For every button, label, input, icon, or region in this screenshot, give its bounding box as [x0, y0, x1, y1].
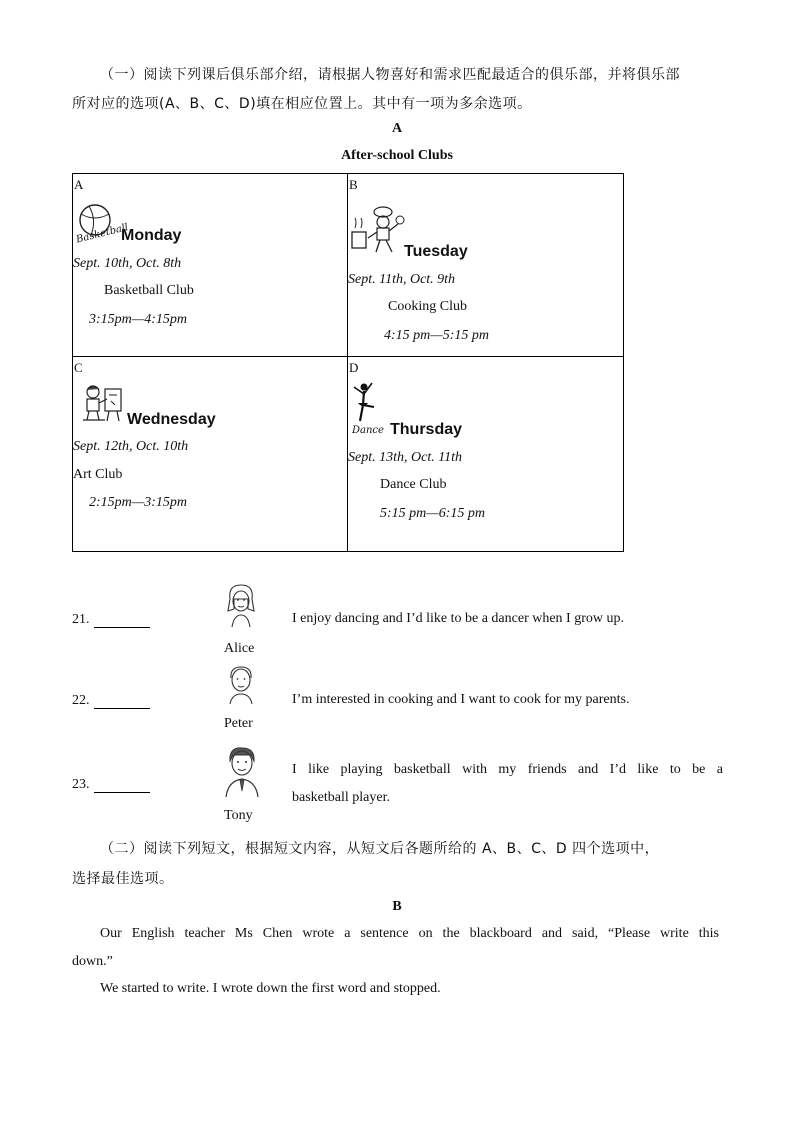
question-number: 22.	[72, 693, 90, 708]
club-time: 2:15pm—3:15pm	[89, 495, 187, 510]
section2-instruction-line1: （二）阅读下列短文，根据短文内容，从短文后各题所给的 A、B、C、D 四个选项中，	[100, 841, 660, 857]
club-dates: Sept. 13th, Oct. 11th	[348, 450, 463, 465]
club-name: Dance Club	[380, 477, 447, 492]
girl-avatar-icon	[222, 583, 260, 634]
basketball-icon	[75, 202, 130, 247]
club-name: Cooking Club	[388, 299, 467, 314]
club-day: Monday	[121, 227, 182, 244]
passage-paragraph1-line1: Our English teacher Ms Chen wrote a sentence on the blackboard and said, “Please write this	[100, 926, 719, 941]
club-time: 3:15pm—4:15pm	[89, 312, 187, 327]
club-time: 4:15 pm—5:15 pm	[384, 328, 489, 343]
question-21	[72, 612, 150, 628]
answer-blank-21[interactable]	[94, 614, 150, 628]
clubs-title: After-school Clubs	[341, 148, 453, 163]
question-statement: I’m interested in cooking and I want to cook for my parents.	[292, 692, 630, 707]
club-dates: Sept. 11th, Oct. 9th	[348, 272, 456, 287]
question-22	[72, 693, 150, 709]
answer-blank-22[interactable]	[94, 695, 150, 709]
club-label: D	[349, 360, 359, 375]
question-number: 21.	[72, 612, 90, 627]
dancer-icon	[350, 381, 392, 442]
question-number: 23.	[72, 777, 90, 792]
svg-text:Dance: Dance	[352, 425, 384, 436]
club-cell-b	[347, 173, 624, 357]
club-cell-a	[72, 173, 348, 357]
club-time: 5:15 pm—6:15 pm	[380, 506, 485, 521]
person-name: Peter	[224, 716, 253, 731]
club-label: C	[74, 360, 83, 375]
section1-instruction-line2: 所对应的选项(A、B、C、D)填在相应位置上。其中有一项为多余选项。	[72, 96, 532, 112]
club-cell-c	[72, 356, 348, 552]
passage-paragraph1-line2: down.”	[72, 954, 113, 969]
club-name: Art Club	[73, 467, 123, 482]
chef-icon	[350, 206, 408, 261]
boy-tie-avatar-icon	[221, 745, 263, 804]
question-statement: I enjoy dancing and I’d like to be a dancer when I grow up.	[292, 611, 624, 626]
person-name: Alice	[224, 641, 255, 656]
question-statement-line1: I like playing basketball with my friends and I’d like to be a	[292, 762, 723, 777]
svg-text:Basketball: Basketball	[75, 222, 130, 246]
boy-avatar-icon	[224, 664, 258, 711]
passage-paragraph2: We started to write. I wrote down the first word and stopped.	[100, 981, 441, 996]
answer-blank-23[interactable]	[94, 779, 150, 793]
person-name: Tony	[224, 808, 253, 823]
club-dates: Sept. 10th, Oct. 8th	[73, 256, 182, 271]
club-cell-d	[347, 356, 624, 552]
section1-instruction-line1: （一）阅读下列课后俱乐部介绍，请根据人物喜好和需求匹配最适合的俱乐部，并将俱乐部	[100, 67, 680, 83]
club-label: B	[349, 177, 358, 192]
club-day: Wednesday	[127, 411, 216, 428]
club-day: Tuesday	[404, 243, 468, 260]
club-label: A	[74, 177, 84, 192]
club-dates: Sept. 12th, Oct. 10th	[73, 439, 189, 454]
passage-letter-b: B	[392, 899, 402, 914]
question-statement-line2: basketball player.	[292, 790, 390, 805]
section2-instruction-line2: 选择最佳选项。	[72, 871, 174, 887]
club-day: Thursday	[390, 421, 463, 438]
club-name: Basketball Club	[104, 283, 194, 298]
question-23	[72, 777, 150, 793]
painter-icon	[81, 383, 125, 428]
passage-letter-a: A	[391, 121, 403, 136]
